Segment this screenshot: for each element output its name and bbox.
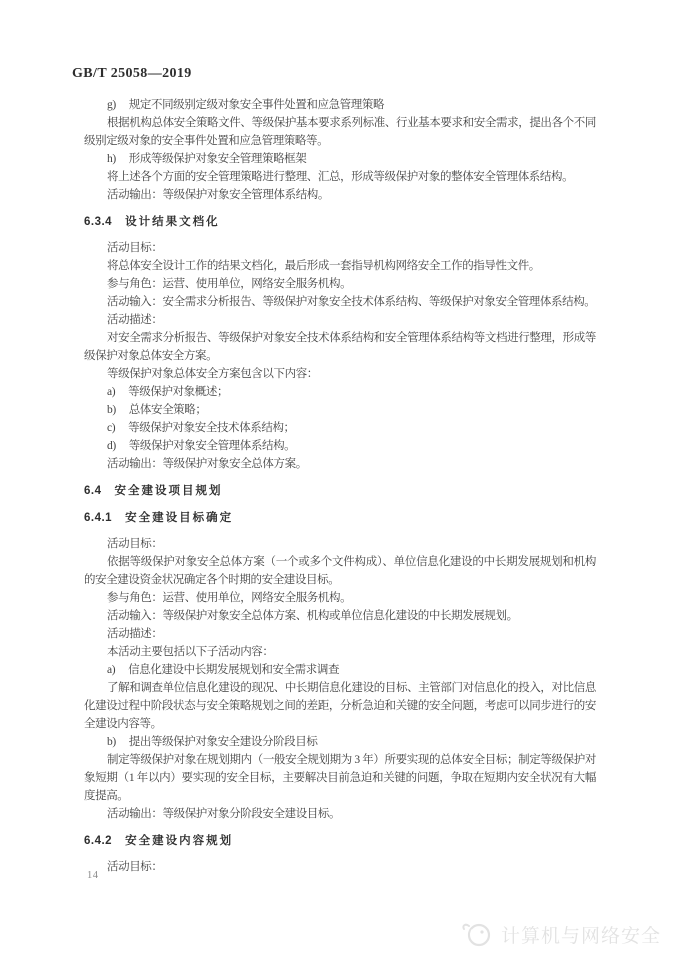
- section-title: 安全建设目标确定: [125, 512, 234, 524]
- list-item-text: 信息化建设中长期发展规划和安全需求调查: [128, 664, 340, 676]
- watermark: [461, 916, 661, 952]
- paragraph: 将总体安全设计工作的结果文档化，最后形成一套指导机构网络安全工作的指导性文件。: [107, 260, 540, 272]
- page-number: 14: [87, 870, 99, 881]
- paragraph: 制定等级保护对象在规划期内（一般安全规划期为 3 年）所要实现的总体安全目标；制定等级保护对象短期（1 年以内）要实现的安全目标，主要解决目前急迫和关键的问题，争取在短期内安全状况有大幅度提高。: [84, 754, 596, 802]
- list-item-label: a): [107, 664, 116, 676]
- paragraph: 活动输入：安全需求分析报告、等级保护对象安全技术体系结构、等级保护对象安全管理体系结构。: [107, 296, 596, 308]
- document-body: [84, 96, 596, 876]
- paragraph: 将上述各个方面的安全管理策略进行整理、汇总，形成等级保护对象的整体安全管理体系结构。: [107, 171, 574, 183]
- section-heading: [84, 482, 596, 500]
- standard-number-header: GB/T 25058—2019: [72, 66, 192, 81]
- paragraph: 活动输出：等级保护对象分阶段安全建设目标。: [107, 808, 341, 820]
- list-item: [84, 419, 596, 437]
- panda-circle-icon: [461, 919, 495, 949]
- list-item: [84, 383, 596, 401]
- paragraph: 参与角色：运营、使用单位，网络安全服务机构。: [107, 592, 352, 604]
- section-heading: [84, 509, 596, 527]
- paragraph: 根据机构总体安全策略文件、等级保护基本要求系列标准、行业基本要求和安全需求，提出各个不同级别定级对象的安全事件处置和应急管理策略等。: [84, 117, 596, 147]
- list-item-text: 提出等级保护对象安全建设分阶段目标: [128, 736, 318, 748]
- list-item: [84, 401, 596, 419]
- paragraph: 依据等级保护对象安全总体方案（一个或多个文件构成）、单位信息化建设的中长期发展规划和机构的安全建设资金状况确定各个时期的安全建设目标。: [84, 556, 596, 586]
- paragraph: 活动目标：: [107, 242, 163, 254]
- list-item-text: 等级保护对象安全技术体系结构；: [128, 422, 295, 434]
- list-item: [84, 96, 596, 114]
- list-item-label: b): [107, 736, 116, 748]
- list-item: [84, 733, 596, 751]
- list-item-text: 形成等级保护对象安全管理策略框架: [128, 153, 307, 165]
- paragraph: 对安全需求分析报告、等级保护对象安全技术体系结构和安全管理体系结构等文档进行整理，形成等级保护对象总体安全方案。: [84, 332, 596, 362]
- list-item-label: c): [107, 422, 116, 434]
- section-number: 6.4: [84, 485, 102, 497]
- list-item-label: b): [107, 404, 116, 416]
- list-item-text: 等级保护对象概述；: [128, 386, 229, 398]
- paragraph: 参与角色：运营、使用单位，网络安全服务机构。: [107, 278, 352, 290]
- list-item-label: g): [107, 99, 116, 111]
- list-item-label: h): [107, 153, 116, 165]
- list-item-text: 等级保护对象安全管理体系结构。: [128, 440, 296, 452]
- section-number: 6.4.1: [84, 512, 113, 524]
- section-title: 安全建设内容规划: [125, 835, 234, 847]
- section-title: 安全建设项目规划: [114, 485, 223, 497]
- watermark-text: 计算机与网络安全: [500, 925, 661, 947]
- paragraph: 活动描述：: [107, 628, 163, 640]
- section-number: 6.4.2: [84, 835, 113, 847]
- list-item-text: 规定不同级别定级对象安全事件处置和应急管理策略: [128, 99, 385, 111]
- list-item: [84, 150, 596, 168]
- list-item-label: d): [107, 440, 116, 452]
- paragraph: 活动输出：等级保护对象安全总体方案。: [107, 458, 307, 470]
- list-item: [84, 661, 596, 679]
- paragraph: 了解和调查单位信息化建设的现况、中长期信息化建设的目标、主管部门对信息化的投入，对比信息化建设过程中阶段状态与安全策略规划之间的差距，分析急迫和关键的安全问题，考虑可以同步进行的安全建设内容等。: [84, 682, 596, 730]
- paragraph: 本活动主要包括以下子活动内容：: [107, 646, 274, 658]
- paragraph: 活动目标：: [107, 861, 163, 873]
- section-heading: [84, 832, 596, 850]
- section-number: 6.3.4: [84, 216, 113, 228]
- section-title: 设计结果文档化: [125, 216, 220, 228]
- paragraph: 等级保护对象总体安全方案包含以下内容：: [107, 368, 318, 380]
- paragraph: 活动目标：: [107, 538, 163, 550]
- list-item-label: a): [107, 386, 116, 398]
- paragraph: 活动输出：等级保护对象安全管理体系结构。: [107, 189, 329, 201]
- section-heading: [84, 213, 596, 231]
- paragraph: 活动描述：: [107, 314, 163, 326]
- paragraph: 活动输入：等级保护对象安全总体方案、机构或单位信息化建设的中长期发展规划。: [107, 610, 518, 622]
- list-item-text: 总体安全策略；: [128, 404, 207, 416]
- list-item: [84, 437, 596, 455]
